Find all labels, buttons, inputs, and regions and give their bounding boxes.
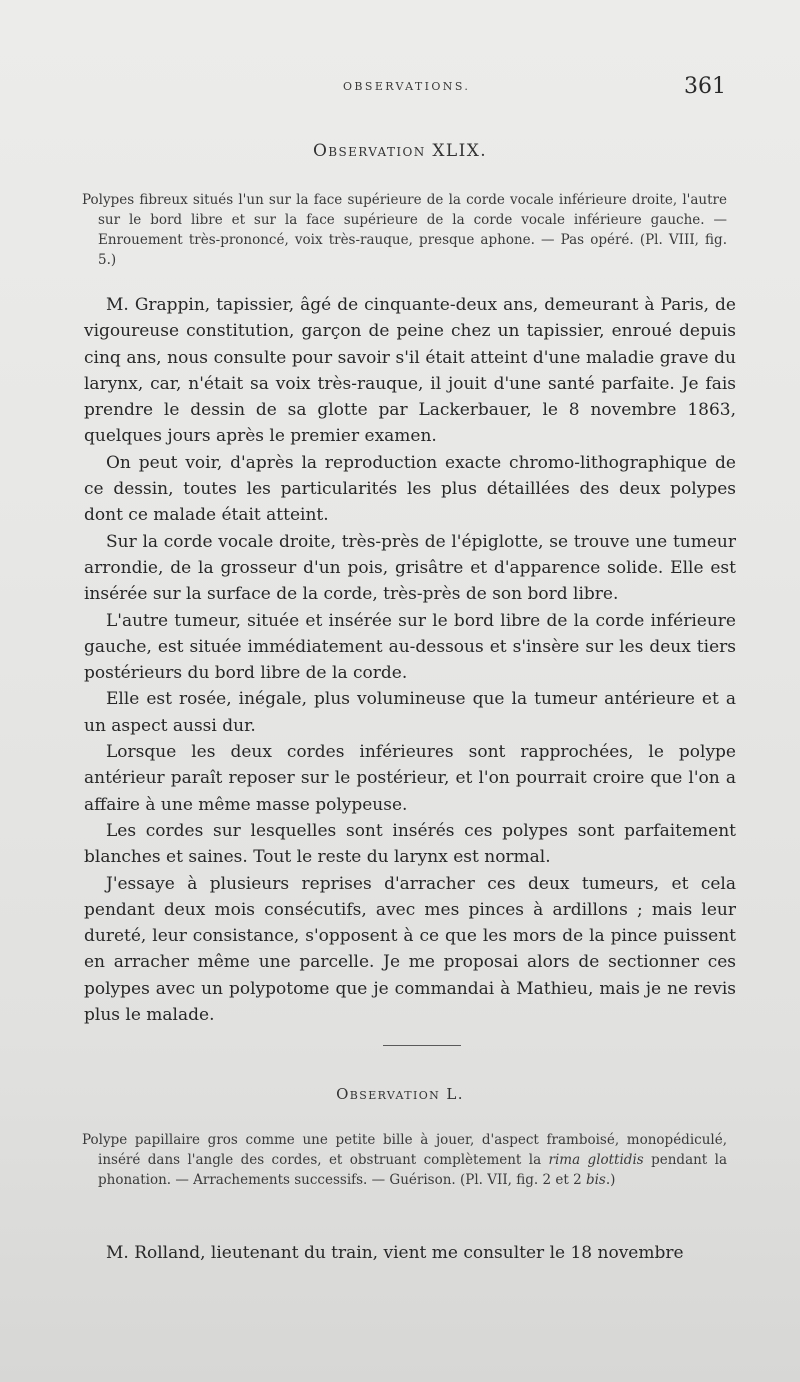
paragraph-7: Les cordes sur lesquelles sont insérés ces polypes sont parfaitement blanches et saines. Tout le reste du larynx est normal.: [84, 820, 736, 868]
paragraph-3: Sur la corde vocale droite, très-près de l'épiglotte, se trouve une tumeur arrondie, de la grosseur d'un pois, grisâtre et d'apparence solide. Elle est insérée sur la surface de la corde, très-près de son bord libre.: [84, 531, 736, 605]
paragraph-6: Lorsque les deux cordes inférieures sont rapprochées, le polype antérieur paraît reposer sur le postérieur, et l'on pourrait croire que l'on a affaire à une même masse polypeuse.: [84, 742, 736, 815]
paragraph-2: On peut voir, d'après la reproduction exacte chromo-lithographique de ce dessin, toutes les particularités les plus détaillées des deux polypes dont ce malade était atteint.: [84, 452, 736, 526]
observation-50-summary-italic: rima glottidis: [548, 1152, 644, 1168]
observation-49-body: [84, 292, 736, 1028]
observation-50-summary: [82, 1130, 727, 1190]
observation-49-summary-text: Polypes fibreux situés l'un sur la face supérieure de la corde vocale inférieure droite, l'autre sur le bord libre et sur la face supérieure de la corde vocale inférieure gauche. — Enrouement très-prononcé, voix très-rauque, presque aphone. — Pas opéré. (Pl. VIII, fig. 5.): [82, 192, 727, 268]
observation-49-summary: [82, 190, 727, 270]
observation-50-summary-part1: Polype papillaire gros comme une petite bille à jouer, d'aspect framboisé, monopédiculé, inséré dans l'angle des cordes, et obstruant complètement la: [82, 1132, 727, 1168]
observation-50-summary-part3: .): [605, 1172, 616, 1188]
observation-50-summary-part2: pendant la phonation. — Arrachements successifs. — Guérison. (Pl. VII, fig. 2 et 2: [98, 1152, 728, 1188]
observation-50-body: [84, 1240, 736, 1266]
observation-50-summary-italic2: bis: [585, 1172, 606, 1188]
paragraph-1: M. Grappin, tapissier, âgé de cinquante-deux ans, demeurant à Paris, de vigoureuse constitution, garçon de peine chez un tapissier, enroué depuis cinq ans, nous consulte pour savoir s'il était atteint d'une maladie grave du larynx, car, n'était sa voix très-rauque, il jouit d'une santé parfaite. Je fais prendre le dessin de sa glotte par Lackerbauer, le 8 novembre 1863, quelques jours après le premier examen.: [84, 295, 736, 447]
observation-49-title: Observation XLIX.: [312, 141, 488, 161]
paragraph-5: Elle est rosée, inégale, plus volumineuse que la tumeur antérieure et a un aspect aussi dur.: [84, 689, 736, 736]
paragraph-4: L'autre tumeur, située et insérée sur le bord libre de la corde inférieure gauche, est située immédiatement au-dessous et s'insère sur les deux tiers postérieurs du bord libre de la corde.: [84, 610, 736, 684]
paragraph-8: J'essaye à plusieurs reprises d'arracher ces deux tumeurs, et cela pendant deux mois consécutifs, avec mes pinces à ardillons ; mais leur dureté, leur consistance, s'opposent à ce que les mors de la pince puissent en arracher même une parcelle. Je me proposai alors de sectionner ces polypes avec un polypotome que je commandai à Mathieu, mais je ne revis plus le malade.: [84, 873, 736, 1026]
observation-50-title: Observation L.: [336, 1085, 464, 1103]
running-head: [0, 74, 800, 104]
page-number: 361: [684, 74, 726, 99]
observation-50-first-line: M. Rolland, lieutenant du train, vient me consulter le 18 novembre: [106, 1243, 684, 1263]
running-title: OBSERVATIONS.: [343, 80, 471, 93]
section-divider: [383, 1045, 461, 1046]
observation-50-summary-text: [82, 1130, 727, 1190]
